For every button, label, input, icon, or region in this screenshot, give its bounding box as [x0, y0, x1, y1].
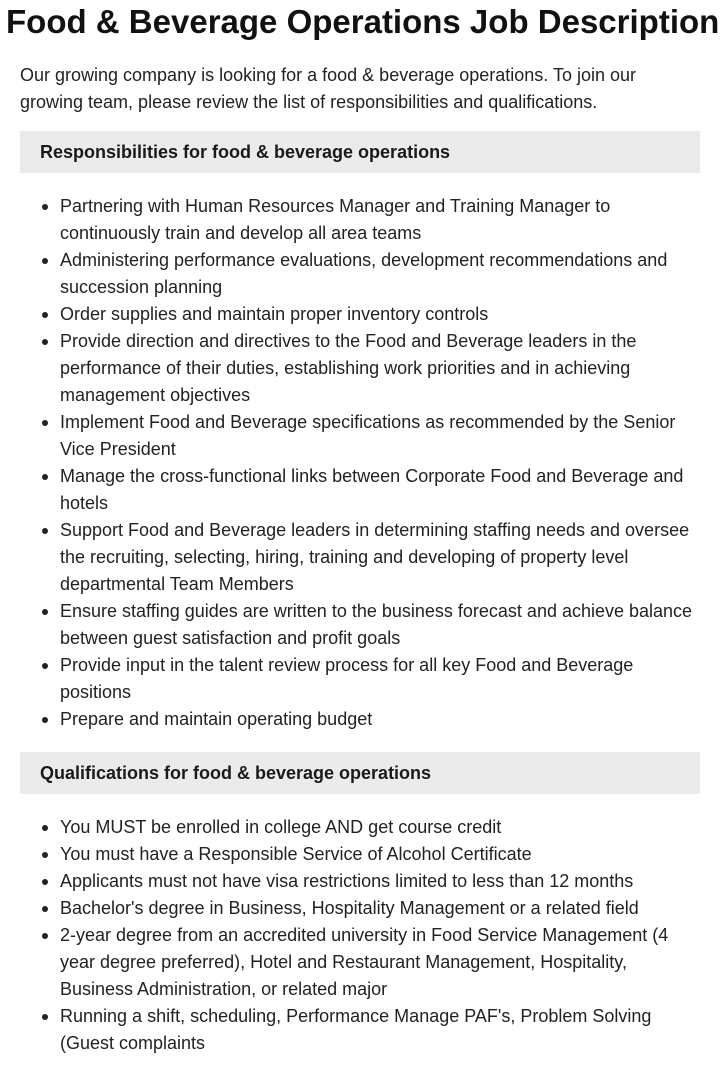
list-item: Administering performance evaluations, development recommendations and succession planning: [60, 247, 700, 301]
list-item: Implement Food and Beverage specifications as recommended by the Senior Vice President: [60, 409, 700, 463]
list-item: Bachelor's degree in Business, Hospitality Management or a related field: [60, 895, 700, 922]
list-item: Order supplies and maintain proper inventory controls: [60, 301, 700, 328]
responsibilities-heading: Responsibilities for food & beverage operations: [20, 131, 700, 173]
list-item: Support Food and Beverage leaders in determining staffing needs and oversee the recruiting, selecting, hiring, training and developing of property level departmental Team Members: [60, 517, 700, 598]
list-item: Provide direction and directives to the Food and Beverage leaders in the performance of their duties, establishing work priorities and in achieving management objectives: [60, 328, 700, 409]
list-item: Ensure staffing guides are written to the business forecast and achieve balance between guest satisfaction and profit goals: [60, 598, 700, 652]
list-item: Provide input in the talent review process for all key Food and Beverage positions: [60, 652, 700, 706]
list-item: You MUST be enrolled in college AND get course credit: [60, 814, 700, 841]
list-item: Partnering with Human Resources Manager and Training Manager to continuously train and develop all area teams: [60, 193, 700, 247]
intro-paragraph: Our growing company is looking for a food & beverage operations. To join our growing team, please review the list of responsibilities and qualifications.: [20, 65, 637, 112]
list-item: Running a shift, scheduling, Performance Manage PAF's, Problem Solving (Guest complaints: [60, 1003, 700, 1057]
qualifications-list: [20, 814, 700, 1057]
page-title: Food & Beverage Operations Job Description: [6, 3, 720, 40]
list-item: You must have a Responsible Service of Alcohol Certificate: [60, 841, 700, 868]
responsibilities-list: [20, 193, 700, 733]
qualifications-heading: Qualifications for food & beverage operations: [20, 752, 700, 794]
list-item: Prepare and maintain operating budget: [60, 706, 700, 733]
list-item: Applicants must not have visa restrictions limited to less than 12 months: [60, 868, 700, 895]
list-item: Manage the cross-functional links between Corporate Food and Beverage and hotels: [60, 463, 700, 517]
list-item: 2-year degree from an accredited university in Food Service Management (4 year degree preferred), Hotel and Restaurant Management, Hospitality, Business Administration, or related major: [60, 922, 700, 1003]
